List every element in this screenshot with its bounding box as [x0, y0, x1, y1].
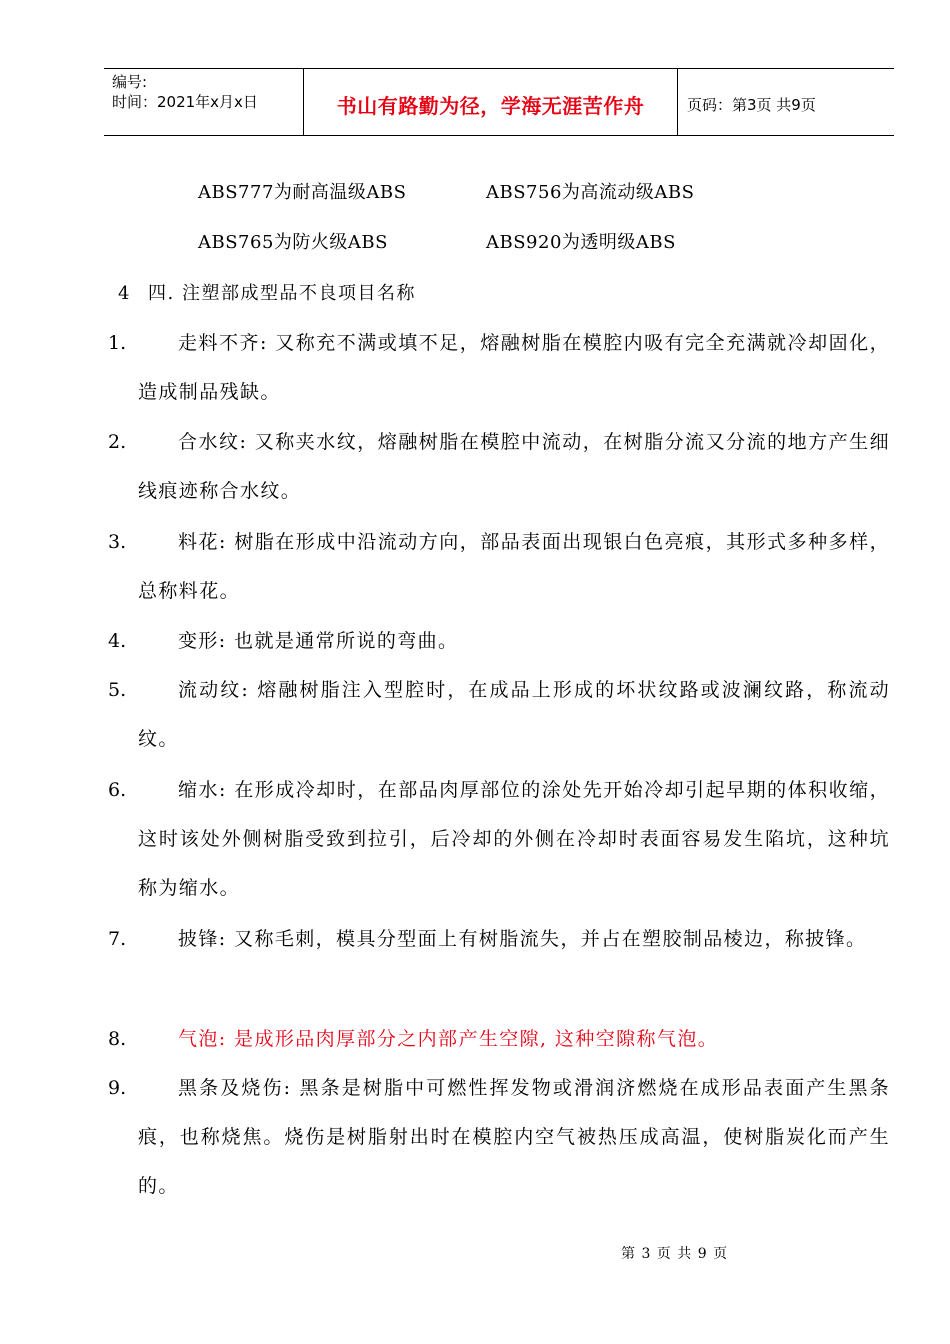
document-code-label: 编号:: [112, 73, 148, 91]
item-number: 3.: [108, 531, 127, 553]
item-text: 料花: 树脂在形成中沿流动方向，部品表面出现银白色亮痕，其形式多种多样，总称料花。: [138, 531, 890, 602]
item-text: 合水纹: 又称夹水纹，熔融树脂在模腔中流动，在树脂分流又分流的地方产生细线痕迹称合水纹。: [138, 431, 890, 502]
item-number: 2.: [108, 431, 127, 453]
header-page-cell: [678, 69, 894, 135]
document-header: [104, 68, 894, 136]
section-heading: [118, 282, 416, 306]
item-text: 披锋: 又称毛刺，模具分型面上有树脂流失，并占在塑胶制品棱边，称披锋。: [178, 928, 867, 950]
item-text-highlighted: 气泡: 是成形品肉厚部分之内部产生空隙, 这种空隙称气泡。: [178, 1028, 719, 1050]
item-number: 8.: [108, 1028, 127, 1050]
item-number: 4.: [108, 630, 127, 652]
item-text: 变形: 也就是通常所说的弯曲。: [178, 630, 459, 652]
abs-grade-3: ABS765为防火级ABS: [198, 232, 388, 253]
section-number: 4: [118, 283, 130, 304]
abs-grade-2: ABS756为高流动级ABS: [486, 182, 695, 203]
header-motto-cell: [304, 69, 678, 135]
item-text: 流动纹: 熔融树脂注入型腔时，在成品上形成的坏状纹路或波澜纹路，称流动纹。: [138, 679, 890, 750]
item-number: 9.: [108, 1077, 127, 1099]
page-footer: 第 3 页 共 9 页: [621, 1246, 729, 1262]
item-number: 7.: [108, 928, 127, 950]
header-meta-cell: [104, 69, 304, 135]
item-number: 5.: [108, 679, 127, 701]
item-text: 走料不齐: 又称充不满或填不足，熔融树脂在模腔内吸有完全充满就冷却固化，造成制品残缺。: [138, 332, 890, 403]
item-number: 1.: [108, 332, 127, 354]
abs-grade-4: ABS920为透明级ABS: [486, 232, 676, 253]
item-number: 6.: [108, 779, 127, 801]
item-text: 缩水: 在形成冷却时，在部品肉厚部位的涂处先开始冷却引起早期的体积收缩，这时该处外侧树脂受致到拉引，后冷却的外侧在冷却时表面容易发生陷坑，这种坑称为缩水。: [138, 779, 890, 899]
header-motto: 书山有路勤为径，学海无涯苦作舟: [336, 93, 645, 118]
document-time-label: 时间：2021年x月x日: [112, 93, 258, 111]
header-page-number: 页码：第3页 共9页: [687, 95, 816, 114]
section-title: 四. 注塑部成型品不良项目名称: [148, 283, 416, 304]
abs-grade-1: ABS777为耐高温级ABS: [198, 182, 407, 203]
item-text: 黑条及烧伤: 黑条是树脂中可燃性挥发物或滑润济燃烧在成形品表面产生黑条痕，也称烧焦。烧伤是树脂射出时在模腔内空气被热压成高温，使树脂炭化而产生的。: [138, 1077, 890, 1197]
